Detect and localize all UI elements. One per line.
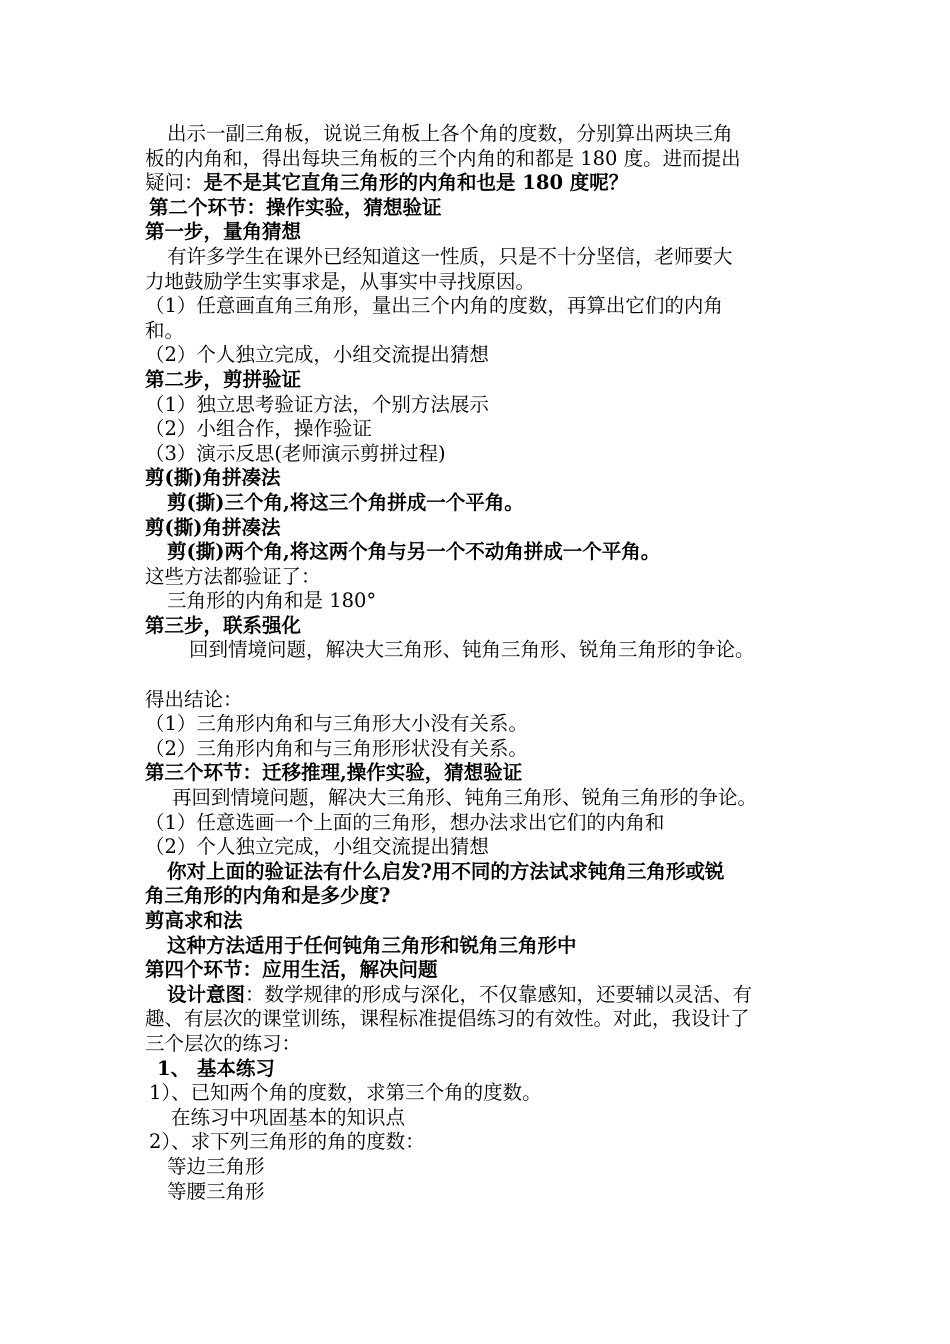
list-item: （2）三角形内角和与三角形形状没有关系。 [145,736,528,760]
document-page [145,122,813,1204]
section-heading: 第四个环节：应用生活，解决问题 [145,958,438,982]
paragraph-line: 三个层次的练习： [145,1031,302,1055]
exercise-heading: 1、 基本练习 [157,1056,275,1080]
step-heading: 第三步，联系强化 [145,613,302,637]
question-text: 是不是其它直角三角形的内角和也是 180 度呢？ [203,171,629,195]
step-heading: 第二步，剪拼验证 [145,367,302,391]
method-description: 这种方法适用于任何钝角三角形和锐角三角形中 [167,933,577,957]
list-item: （1）三角形内角和与三角形大小没有关系。 [145,712,528,736]
paragraph-line: 等腰三角形 [167,1179,265,1203]
question-line: 你对上面的验证法有什么启发?用不同的方法试求钝角三角形或锐 [167,859,725,883]
design-intent-label: 设计意图 [167,982,246,1006]
question-line: 角三角形的内角和是多少度? [145,884,391,908]
method-heading: 剪高求和法 [145,909,243,932]
paragraph-line: 力地鼓励学生实事求是，从事实中寻找原因。 [145,269,536,293]
list-item: （2）个人独立完成，小组交流提出猜想 [145,835,489,859]
list-item: （2）小组合作，操作验证 [145,417,372,441]
exercise-item: 1）、已知两个角的度数，求第三个角的度数。 [149,1081,542,1105]
paragraph-line [145,171,813,196]
section-heading: 第二个环节：操作实验，猜想验证 [149,195,442,219]
paragraph-line: 板的内角和，得出每块三角板的三个内角的和都是 180 度。进而提出 [145,146,741,170]
paragraph-line: 回到情境问题，解决大三角形、钝角三角形、锐角三角形的争论。 [189,638,755,662]
paragraph-line: 出示一副三角板，说说三角板上各个角的度数，分别算出两块三角 [167,122,733,145]
paragraph-line: 趣、有层次的课堂训练，课程标准提倡练习的有效性。对此，我设计了 [145,1007,750,1031]
list-item: （1）任意画直角三角形，量出三个内角的度数，再算出它们的内角 [145,294,723,318]
list-item: （3）演示反思(老师演示剪拼过程) [145,441,446,465]
text-span: 疑问： [145,171,204,195]
paragraph-line: 这些方法都验证了： [145,564,321,588]
method-heading: 剪(撕)角拼凑法 [145,466,281,490]
paragraph-line [145,983,813,1008]
text-span: ：数学规律的形成与深化，不仅靠感知，还要辅以灵活、有 [245,982,753,1006]
list-item: （1）任意选画一个上面的三角形，想办法求出它们的内角和 [145,810,665,834]
paragraph-line: 在练习中巩固基本的知识点 [171,1105,406,1129]
step-heading: 第一步，量角猜想 [145,220,302,244]
list-item: （1）独立思考验证方法，个别方法展示 [145,392,489,416]
paragraph-line: 有许多学生在课外已经知道这一性质，只是不十分坚信，老师要大 [167,244,733,268]
blank-line [145,663,813,688]
paragraph-line: 和。 [145,318,185,342]
list-item: （2）个人独立完成，小组交流提出猜想 [145,343,489,367]
paragraph-line: 再回到情境问题，解决大三角形、钝角三角形、锐角三角形的争论。 [172,786,758,810]
paragraph-line: 得出结论： [145,687,243,711]
exercise-item: 2）、求下列三角形的角的度数： [149,1130,425,1154]
paragraph-line: 三角形的内角和是 180° [167,589,377,613]
method-description: 剪(撕)三个角,将这三个角拼成一个平角。 [167,490,524,514]
paragraph-line: 等边三角形 [167,1154,265,1178]
method-heading: 剪(撕)角拼凑法 [145,515,281,539]
method-description: 剪(撕)两个角,将这两个角与另一个不动角拼成一个平角。 [167,540,661,564]
section-heading: 第三个环节：迁移推理,操作实验，猜想验证 [145,761,523,785]
